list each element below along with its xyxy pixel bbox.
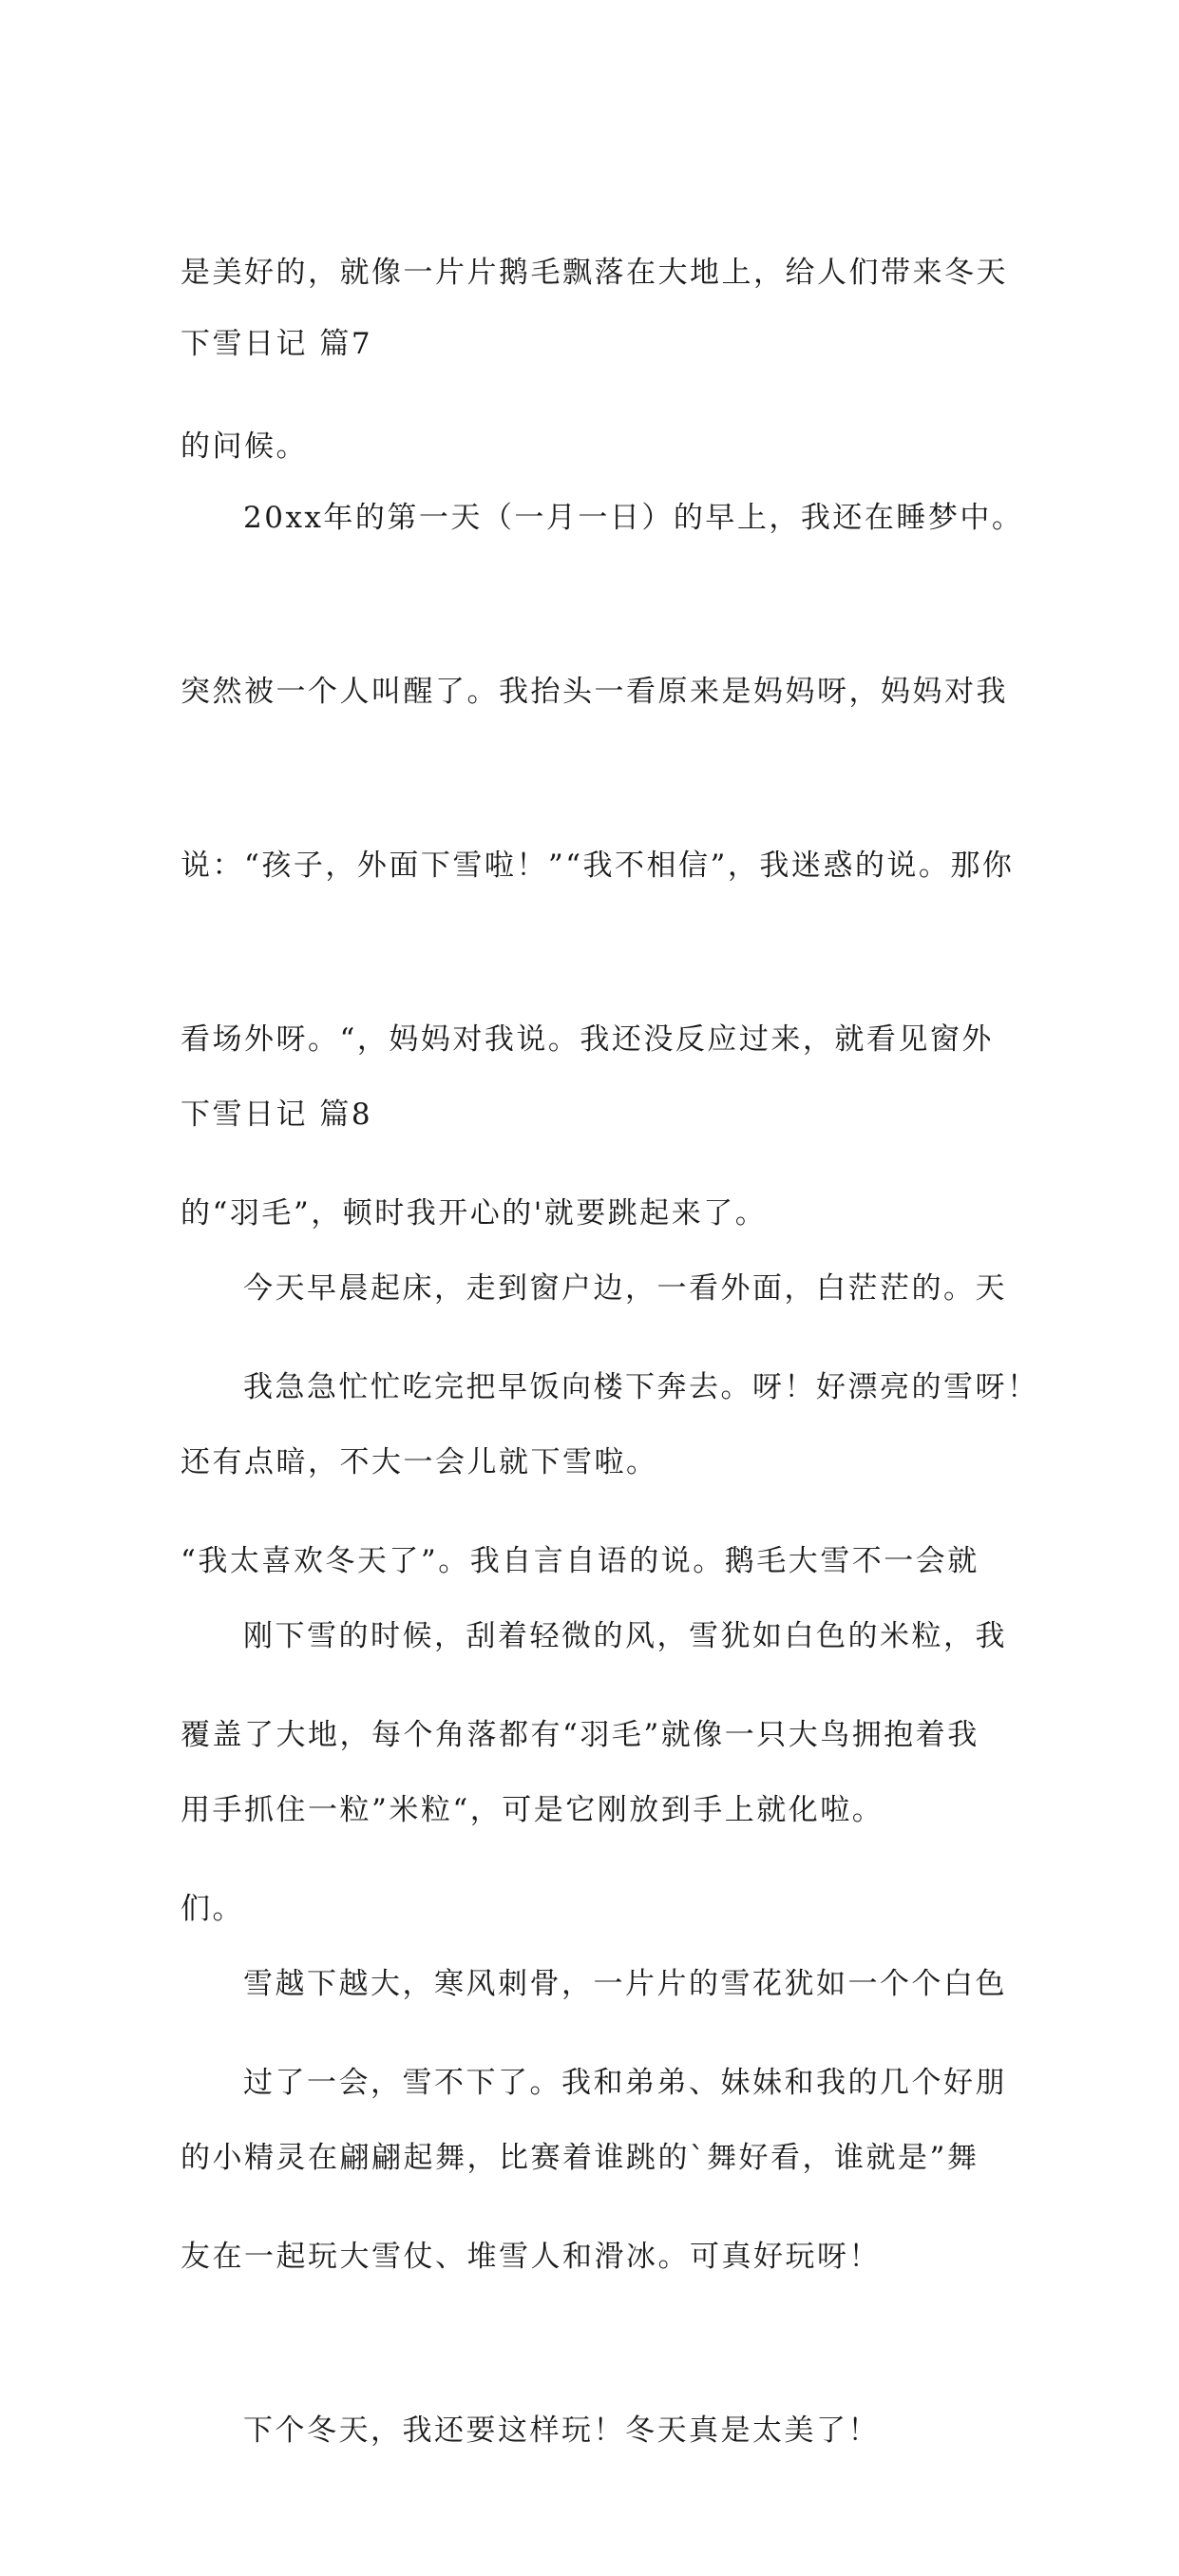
text-line: 下个冬天，我还要这样玩！冬天真是太美了！ (243, 2414, 880, 2448)
text-line: 突然被一个人叫醒了。我抬头一看原来是妈妈呀，妈妈对我 (181, 675, 1008, 709)
text-line: 的“羽毛”，顿时我开心的'就要跳起来了。 (181, 1196, 768, 1231)
section-heading-7: 下雪日记 篇7 (181, 327, 373, 361)
text-line: “我太喜欢冬天了”。我自言自语的说。鹅毛大雪不一会就 (181, 1544, 979, 1578)
section-heading-8: 下雪日记 篇8 (181, 1097, 373, 1132)
section-8-body (181, 1144, 1039, 2303)
text-line: 刚下雪的时候，刮着轻微的风，雪犹如白色的米粒，我 (243, 1619, 1007, 1653)
text-line: 20xx年的第一天（一月一日）的早上，我还在睡梦中。 (243, 501, 1024, 535)
text-line: 我急急忙忙吃完把早饭向楼下奔去。呀！好漂亮的雪呀！ (243, 1370, 1039, 1404)
text-line: 雪越下越大，寒风刺骨，一片片的雪花犹如一个个白色 (243, 1967, 1007, 2001)
text-line: 的问候。 (181, 429, 308, 464)
text-line: 的小精灵在翩翩起舞，比赛着谁跳的`舞好看，谁就是”舞 (181, 2141, 979, 2175)
text-line: 们。 (181, 1892, 244, 1926)
text-line: 覆盖了大地，每个角落都有“羽毛”就像一只大鸟拥抱着我 (181, 1718, 979, 1752)
text-line: 友在一起玩大雪仗、堆雪人和滑冰。可真好玩呀！ (181, 2240, 881, 2274)
text-line: 过了一会，雪不下了。我和弟弟、妹妹和我的几个好朋 (243, 2066, 1007, 2100)
text-line: 说：“孩子，外面下雪啦！”“我不相信”，我迷惑的说。那你 (181, 849, 1015, 883)
text-line: 还有点暗，不大一会儿就下雪啦。 (181, 1445, 658, 1479)
text-line: 是美好的，就像一片片鹅毛飘落在大地上，给人们带来冬天 (181, 256, 1008, 290)
text-line: 看场外呀。“，妈妈对我说。我还没反应过来，就看见窗外 (181, 1022, 994, 1057)
text-line: 今天早晨起床，走到窗户边，一看外面，白茫茫的。天 (243, 1271, 1007, 1306)
text-line: 用手抓住一粒”米粒“，可是它刚放到手上就化啦。 (181, 1793, 884, 1827)
